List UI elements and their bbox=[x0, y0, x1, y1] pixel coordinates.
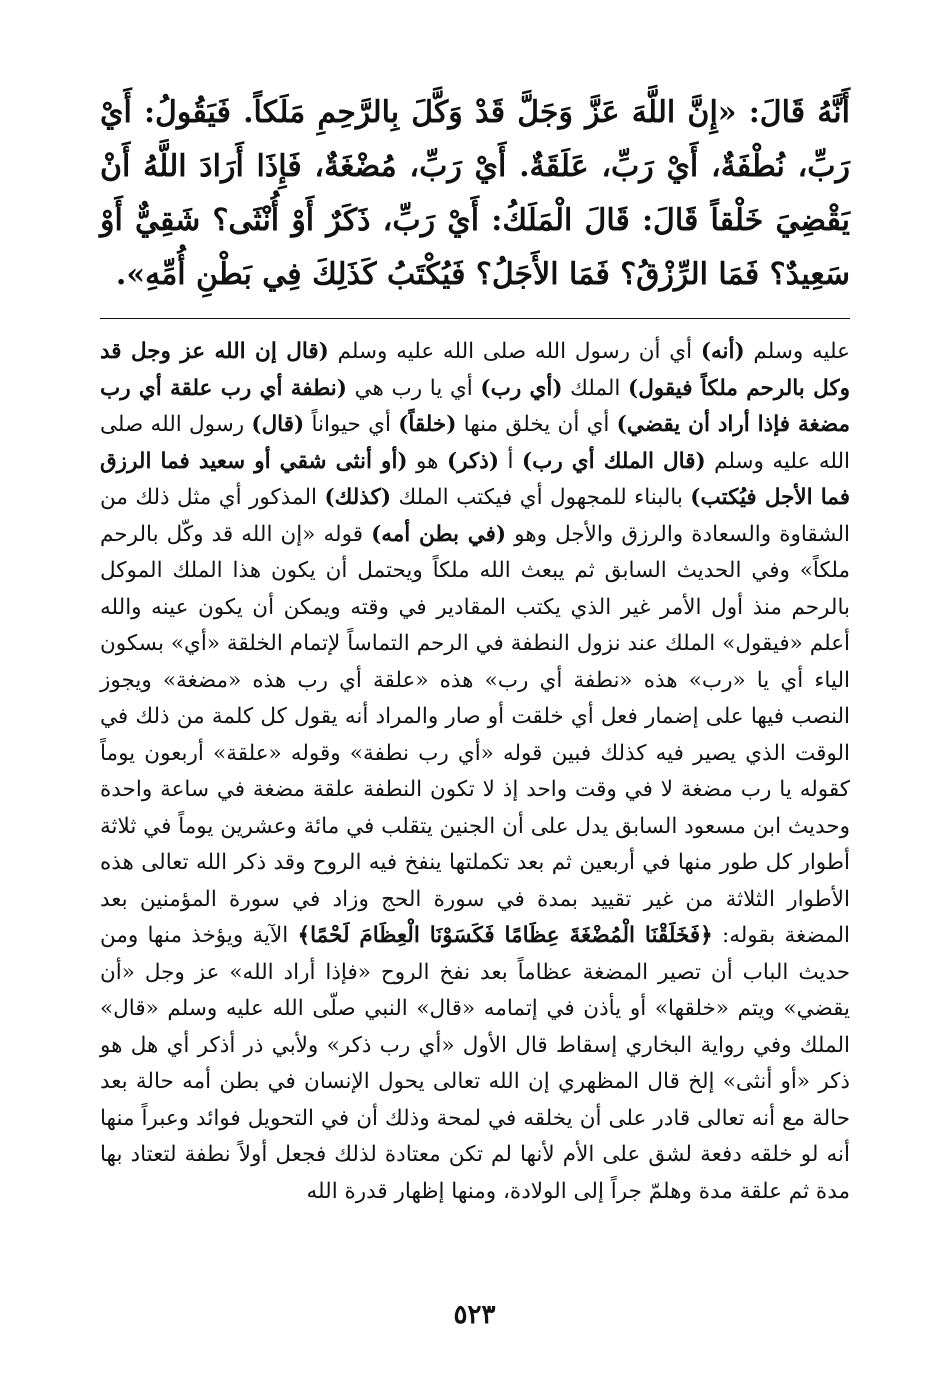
hadith-text: أَنَّهُ قَالَ: «إِنَّ اللَّهَ عَزَّ وَجَلَّ قَدْ وَكَّلَ بِالرَّحِمِ مَلَكاً. فَيَقُولُ: أَيْ رَبِّ، نُطْفَةٌ، أَيْ رَبِّ، عَلَقَةٌ. أَيْ رَبِّ، مُضْغَةٌ، فَإِذَا أَرَادَ اللَّهُ أَنْ يَقْضِيَ خَلْقاً قَالَ: قَالَ الْمَلَكُ: أَيْ رَبِّ، ذَكَرٌ أَوْ أُنْثَى؟ شَقِيٌّ أَوْ سَعِيدٌ؟ فَمَا الرِّزْقُ؟ فَمَا الأَجَلُ؟ فَيُكْتَبُ كَذَلِكَ فِي بَطْنِ أُمِّهِ». bbox=[100, 95, 850, 292]
commentary-segment: رسول الله صلى الله عليه وسلم bbox=[100, 412, 850, 474]
commentary-segment: أ bbox=[499, 448, 522, 474]
commentary-segment: الآية ويؤخذ منها ومن حديث الباب أن تصير المضغة عظاماً بعد نفخ الروح «فإذا أراد الله» عز وجل «أن يقضي» ويتم «خلقها» أو يأذن في إتمامه «قال» النبي صلّى الله عليه وسلم «قال» الملك وفي رواية البخاري إسقاط قال الأول «أي رب ذكر» ولأبي ذر أذكر أي هل هو ذكر «أو أنثى» إلخ قال المظهري إن الله تعالى يحول الإنسان في بطن أمه حالة بعد حالة مع أنه تعالى قادر على أن يخلقه في لمحة وذلك أن في التحويل فوائد وعبراً منها أنه لو خلقه دفعة لشق على الأم لأنها لم تكن معتادة لذلك فجعل أولاً نطفة لتعتاد بها مدة ثم علقة مدة وهلمّ جراً إلى الولادة، ومنها إظهار قدرة الله bbox=[100, 923, 850, 1204]
commentary-segment: أي أن يخلق منها bbox=[456, 412, 617, 437]
commentary-segment: قوله «إن الله قد وكّل بالرحم ملكاً» وفي الحديث السابق ثم يبعث الله ملكاً ويحتمل أن يكون هذا الملك الموكل بالرحم منذ أول الأمر غير الذي يكتب المقادير في وقته ويمكن أن يكون عينه والله أعلم «فيقول» الملك عند نزول النطفة في الرحم التماساً لإتمام الخلقة «أي» بسكون الياء أي يا «رب» هذه «نطفة أي رب» هذه «علقة أي رب هذه «مضغة» ويجوز النصب فيها على إضمار فعل أي خلقت أو صار والمراد أنه يقول كل كلمة من ذلك في الوقت الذي يصير فيه كذلك فبين قوله «أي رب نطفة» وقوله «علقة» أربعون يوماً كقوله يا رب مضغة لا في وقت واحد إذ لا تكون النطفة علقة مضغة في ساعة واحدة وحديث ابن مسعود السابق يدل على أن الجنين يتقلب في مائة وعشرين يوماً في ثلاثة أطوار كل طور منها في أربعين ثم بعد تكملتها ينفخ فيه الروح وقد ذكر الله تعالى هذه الأطوار الثلاثة من غير تقييد بمدة في سورة الحج وزاد في سورة المؤمنين بعد المضغة بقوله: bbox=[100, 521, 850, 948]
commentary-segment: أي أن رسول الله صلى الله عليه وسلم bbox=[328, 339, 701, 364]
commentary-segment: هو bbox=[407, 448, 447, 474]
commentary-quote: (خلقاً) bbox=[398, 412, 457, 437]
commentary-quote: (أنه) bbox=[700, 339, 745, 364]
commentary-quote: (كذلك) bbox=[324, 485, 391, 510]
commentary-text bbox=[100, 334, 850, 1210]
hadith-main-text bbox=[100, 86, 850, 302]
commentary-quote: (نطفة أي رب علقة أي رب مضغة فإذا أراد أن يقضي) bbox=[100, 375, 851, 437]
commentary-paragraph bbox=[100, 334, 850, 1210]
page-number: ٥٢٣ bbox=[453, 1300, 496, 1330]
commentary-quote: (أو أنثى شقي أو سعيد فما الرزق فما الأجل فيُكتب) bbox=[100, 448, 850, 510]
commentary-segment: أي حيواناً bbox=[304, 412, 399, 437]
commentary-segment: بالبناء للمجهول أي فيكتب الملك bbox=[391, 485, 691, 510]
quran-verse: ﴿فَخَلَقْنَا الْمُضْغَةَ عِظَامًا فَكَسَوْنَا الْعِظَامَ لَحْمًا﴾ bbox=[297, 923, 713, 948]
commentary-segment: عليه وسلم bbox=[744, 339, 850, 364]
footnote-divider bbox=[100, 318, 850, 319]
commentary-quote: (ذكر) bbox=[446, 448, 499, 474]
commentary-quote: (أي رب) bbox=[480, 375, 563, 401]
commentary-segment: المذكور أي مثل ذلك من الشقاوة والسعادة والرزق والأجل وهو bbox=[100, 485, 850, 547]
commentary-segment: أي يا رب هي bbox=[346, 375, 481, 401]
commentary-quote: (في بطن أمه) bbox=[371, 521, 507, 547]
commentary-quote: (قال إن الله عز وجل قد وكل بالرحم ملكاً فيقول) bbox=[100, 339, 850, 401]
commentary-quote: (قال) bbox=[251, 412, 305, 437]
commentary-quote: (قال الملك أي رب) bbox=[521, 448, 706, 474]
commentary-segment: الملك bbox=[562, 375, 629, 401]
